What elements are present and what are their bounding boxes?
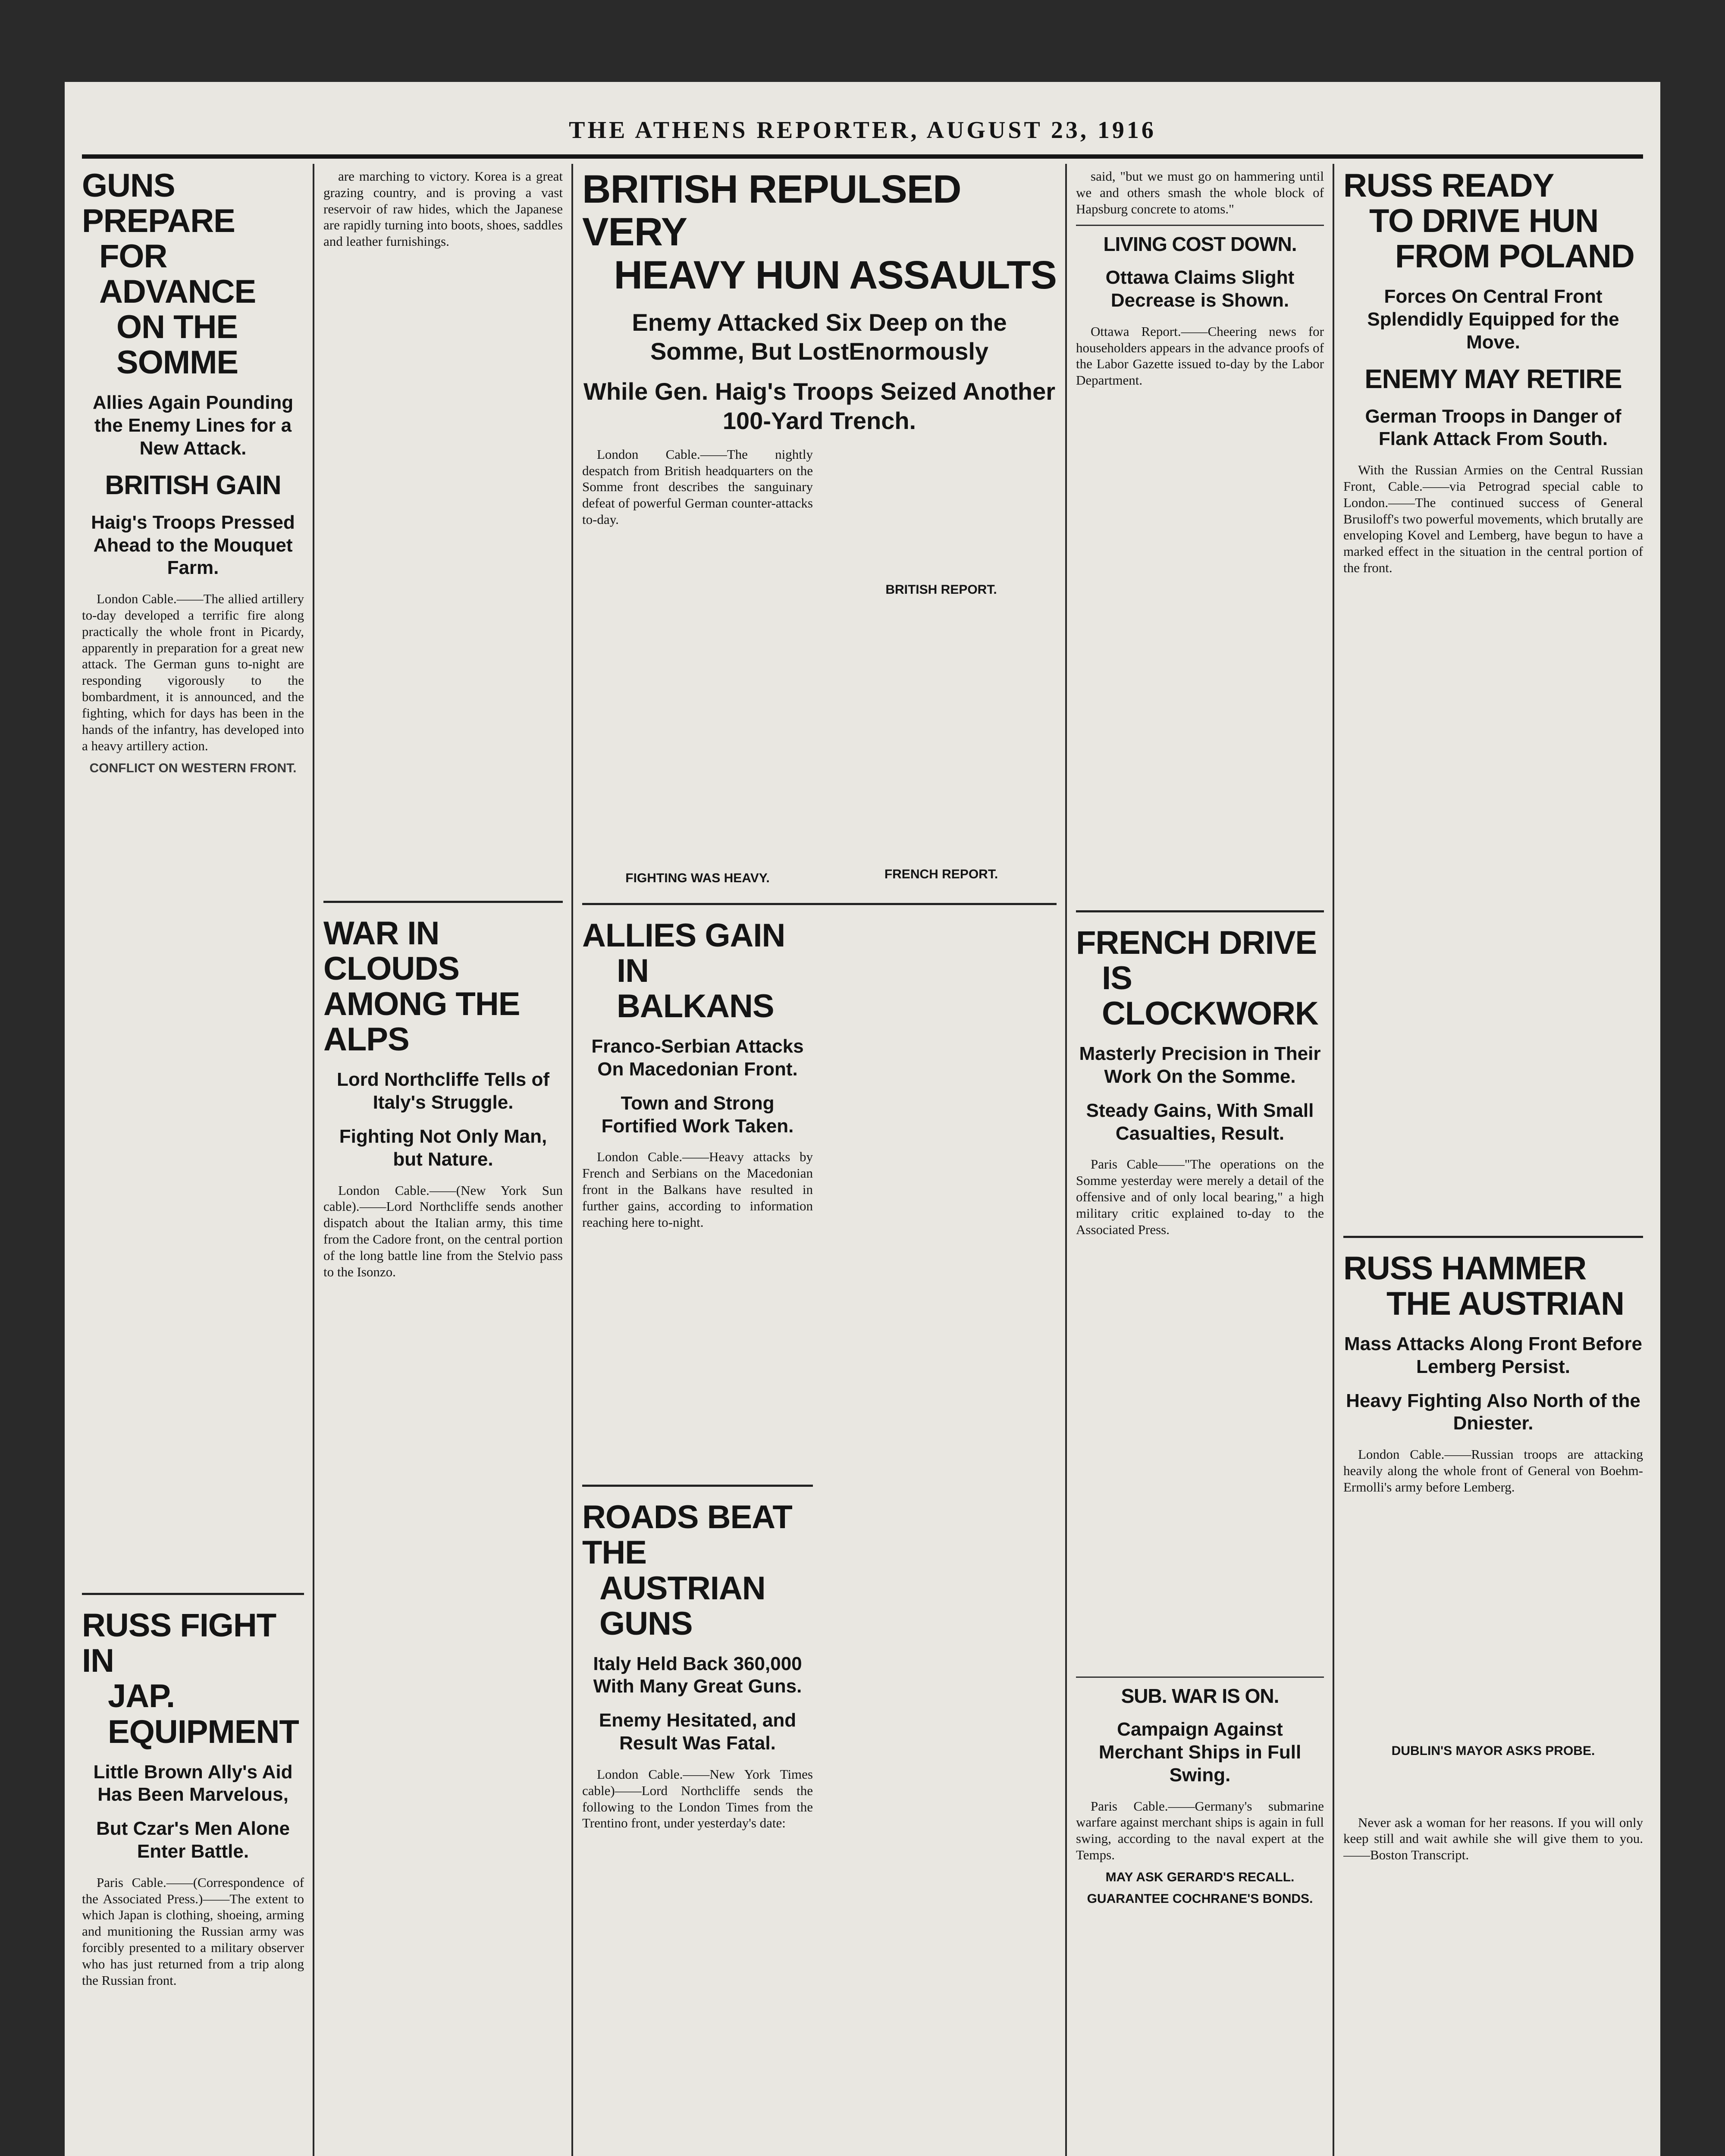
column-3 bbox=[582, 168, 1057, 2156]
headline-line: ON THE SOMME bbox=[116, 309, 238, 381]
headline-line: FROM POLAND bbox=[1395, 238, 1634, 275]
column-rule bbox=[1333, 164, 1334, 2156]
article-body bbox=[582, 1149, 813, 1230]
deck: German Troops in Danger of Flank Attack From South. bbox=[1365, 405, 1622, 450]
column-rule bbox=[571, 164, 573, 2156]
paragraph: London Cable.——(New York Sun cable).——Lord Northcliffe sends another dispatch about the Italian army, this time from the Cadore front, on the central portion of the long battle line from the Stelvio pass to the Isonzo. bbox=[323, 1182, 563, 1279]
paragraph: London Cable.——Heavy attacks by French and Serbians on the Macedonian front in the Balkans have resulted in further gains, according to information reaching here to-night. bbox=[582, 1149, 813, 1230]
text-block bbox=[1343, 576, 1643, 1223]
headline-allies-gain bbox=[582, 918, 813, 1024]
paragraph: London Cable.——The allied artillery to-day developed a terrific fire along practically the whole front in Picardy, apparently in preparation for a great new attack. The German guns to-night are responding vigorously to the bombardment, it is announced, and the fighting, which for days has been in the hands of the infantry, has developed into a heavy artillery action. bbox=[82, 591, 304, 753]
headline-line: AUSTRIAN GUNS bbox=[599, 1570, 765, 1642]
headline-line: TO DRIVE HUN bbox=[1369, 203, 1599, 240]
article-body bbox=[1076, 168, 1324, 217]
paragraph: London Cable.——The nightly despatch from British headquarters on the Somme front describes the sanguinary defeat of powerful German counter-attacks to-day. bbox=[582, 446, 813, 527]
deck: Little Brown Ally's Aid Has Been Marvelous, bbox=[93, 1761, 293, 1805]
text-block bbox=[826, 446, 1057, 576]
article-divider bbox=[1343, 1236, 1643, 1238]
headline-line: RUSS HAMMER bbox=[1343, 1250, 1587, 1287]
masthead-rule bbox=[82, 154, 1643, 159]
paragraph: Paris Cable——"The operations on the Somme yesterday were merely a detail of the offensive and of only local bearing," a high military critic explained to-day to the Associated Press. bbox=[1076, 1156, 1324, 1237]
article-body bbox=[82, 591, 304, 754]
article-divider bbox=[323, 901, 563, 903]
article-body bbox=[1076, 1798, 1324, 1863]
deck: But Czar's Men Alone Enter Battle. bbox=[96, 1818, 290, 1862]
headline-line: ALLIES GAIN bbox=[582, 917, 785, 954]
deck: Fighting Not Only Man, but Nature. bbox=[339, 1125, 547, 1170]
paragraph: Never ask a woman for her reasons. If you will only keep still and wait awhile she will give them to you.——Boston Transcript. bbox=[1343, 1814, 1643, 1863]
text-block bbox=[826, 918, 1057, 1867]
paragraph: Paris Cable.——(Correspondence of the Associated Press.)——The extent to which Japan is clothing, shoeing, arming and munitioning the Russian army was forcibly presented to a military observer who has just returned from a trip along the Russian front. bbox=[82, 1874, 304, 1988]
article-divider bbox=[1076, 910, 1324, 912]
headline-british-gain: BRITISH GAIN bbox=[105, 470, 281, 500]
headline-line: JAP. EQUIPMENT bbox=[108, 1678, 299, 1750]
paragraph: London Cable.——Russian troops are attacking heavily along the whole front of General von Boehm-Ermolli's army before Lemberg. bbox=[1343, 1447, 1643, 1495]
deck: Masterly Precision in Their Work On the Somme. bbox=[1079, 1043, 1321, 1087]
deck: Enemy Hesitated, and Result Was Fatal. bbox=[599, 1710, 797, 1754]
deck: Allies Again Pounding the Enemy Lines for a New Attack. bbox=[92, 392, 294, 459]
article-body bbox=[1076, 323, 1324, 389]
headline-line: THE AUSTRIAN bbox=[1386, 1285, 1624, 1322]
headline-line: FRENCH DRIVE bbox=[1076, 924, 1317, 961]
newspaper-page bbox=[65, 82, 1660, 2156]
text-block bbox=[323, 250, 563, 888]
headline-line: FOR ADVANCE bbox=[99, 238, 256, 310]
text-block bbox=[826, 602, 1057, 860]
paragraph: Ottawa Report.——Cheering news for householders appears in the advance proofs of the Labor Gazette issued to-day by the Labor Department. bbox=[1076, 323, 1324, 388]
two-column-text bbox=[582, 918, 1057, 1867]
headline-russ-fight bbox=[82, 1608, 304, 1749]
deck: Forces On Central Front Splendidly Equipped for the Move. bbox=[1367, 286, 1619, 353]
headline-line: HEAVY HUN ASSAULTS bbox=[614, 253, 1057, 297]
two-column-text bbox=[582, 446, 1057, 890]
text-block bbox=[1076, 1238, 1324, 1669]
headline-line: ROADS BEAT THE bbox=[582, 1499, 792, 1571]
headline-russ-ready bbox=[1343, 168, 1643, 274]
column-1 bbox=[82, 168, 304, 2156]
headline-roads-beat bbox=[582, 1500, 813, 1641]
column-rule bbox=[1065, 164, 1067, 2156]
paragraph: said, "but we must go on hammering until we and others smash the whole block of Hapsburg concrete to atoms." bbox=[1076, 169, 1324, 216]
text-block bbox=[582, 528, 813, 864]
deck: Heavy Fighting Also North of the Dniester. bbox=[1346, 1390, 1640, 1434]
headline-guns-prepare bbox=[82, 168, 304, 380]
headline-line: IN BALKANS bbox=[617, 952, 774, 1025]
headline-line: BRITISH REPULSED VERY bbox=[582, 168, 961, 254]
subhead: BRITISH REPORT. bbox=[885, 582, 997, 597]
headline-enemy-retire: ENEMY MAY RETIRE bbox=[1364, 364, 1622, 394]
subhead: FRENCH REPORT. bbox=[884, 867, 998, 881]
subhead: FIGHTING WAS HEAVY. bbox=[625, 871, 770, 885]
headline-line: WAR IN CLOUDS bbox=[323, 915, 459, 987]
headline-british-repulsed bbox=[582, 168, 1057, 297]
column-5 bbox=[1343, 168, 1643, 2156]
deck: Franco-Serbian Attacks On Macedonian Front. bbox=[591, 1036, 804, 1080]
text-block bbox=[1076, 389, 1324, 897]
column-4 bbox=[1076, 168, 1324, 2156]
subhead: GUARANTEE COCHRANE'S BONDS. bbox=[1087, 1891, 1313, 1906]
subhead: MAY ASK GERARD'S RECALL. bbox=[1105, 1870, 1295, 1884]
article-body bbox=[323, 168, 563, 250]
deck: Mass Attacks Along Front Before Lemberg Persist. bbox=[1344, 1333, 1643, 1377]
deck: While Gen. Haig's Troops Seized Another 100-Yard Trench. bbox=[583, 378, 1056, 434]
article-body bbox=[1343, 1814, 1643, 1863]
deck: Haig's Troops Pressed Ahead to the Mouquet Farm. bbox=[91, 511, 295, 579]
article-body bbox=[82, 1874, 304, 1989]
headline-sub-war: SUB. WAR IS ON. bbox=[1121, 1685, 1279, 1708]
text-block bbox=[582, 1230, 813, 1472]
headline-russ-hammer bbox=[1343, 1251, 1643, 1322]
subhead: CONFLICT ON WESTERN FRONT. bbox=[89, 761, 297, 776]
column-rule bbox=[313, 164, 314, 2156]
column-2 bbox=[323, 168, 563, 2156]
headline-french-drive bbox=[1076, 925, 1324, 1031]
deck: Italy Held Back 360,000 With Many Great Guns. bbox=[593, 1653, 802, 1697]
deck: Enemy Attacked Six Deep on the Somme, But LostEnormously bbox=[632, 309, 1007, 365]
headline-line: IS CLOCKWORK bbox=[1102, 960, 1318, 1032]
divider bbox=[1076, 225, 1324, 226]
paragraph: are marching to victory. Korea is a great grazing country, and is proving a vast reservoir of raw hides, which the Japanese are rapidly turning into boots, shoes, saddles and leather furnishings. bbox=[323, 169, 563, 249]
subhead: DUBLIN'S MAYOR ASKS PROBE. bbox=[1391, 1743, 1595, 1758]
article-body bbox=[582, 446, 813, 528]
article-body bbox=[1076, 1156, 1324, 1238]
article-body bbox=[582, 1766, 813, 1831]
deck: Town and Strong Fortified Work Taken. bbox=[601, 1092, 794, 1137]
article-body bbox=[323, 1182, 563, 1280]
paragraph: London Cable.——New York Times cable)——Lord Northcliffe sends the following to the London Times from the Trentino front, under yesterday's date: bbox=[582, 1766, 813, 1831]
headline-war-in-clouds bbox=[323, 916, 563, 1057]
article-body bbox=[1343, 462, 1643, 576]
divider bbox=[1076, 1677, 1324, 1678]
article-body bbox=[1343, 1446, 1643, 1495]
article-divider bbox=[582, 903, 1057, 905]
deck: Steady Gains, With Small Casualties, Result. bbox=[1086, 1100, 1314, 1144]
deck: Lord Northcliffe Tells of Italy's Struggle. bbox=[337, 1069, 549, 1113]
masthead: THE ATHENS REPORTER, AUGUST 23, 1916 bbox=[569, 117, 1156, 144]
headline-line: GUNS PREPARE bbox=[82, 168, 235, 240]
headline-line: AMONG THE ALPS bbox=[323, 986, 520, 1058]
paragraph: Paris Cable.——Germany's submarine warfare against merchant ships is again in full swing, according to the naval expert at the Temps. bbox=[1076, 1798, 1324, 1862]
deck: Ottawa Claims Slight Decrease is Shown. bbox=[1105, 267, 1295, 311]
deck: Campaign Against Merchant Ships in Full Swing. bbox=[1098, 1719, 1302, 1786]
text-block bbox=[82, 761, 304, 1580]
text-block bbox=[1343, 1495, 1643, 1737]
paragraph: With the Russian Armies on the Central Russian Front, Cable.——via Petrograd special cable to London.——The continued success of General Brusiloff's two powerful movements, which brutally are enveloping Kovel and Lemberg, have begun to have a marked effect in the situation in the central portion of the front. bbox=[1343, 462, 1643, 576]
text-block bbox=[1343, 1763, 1643, 1814]
article-divider bbox=[82, 1593, 304, 1595]
article-divider bbox=[582, 1485, 813, 1487]
headline-line: RUSS FIGHT IN bbox=[82, 1607, 276, 1680]
headline-line: RUSS READY bbox=[1343, 168, 1554, 204]
headline-living-cost: LIVING COST DOWN. bbox=[1103, 233, 1297, 256]
